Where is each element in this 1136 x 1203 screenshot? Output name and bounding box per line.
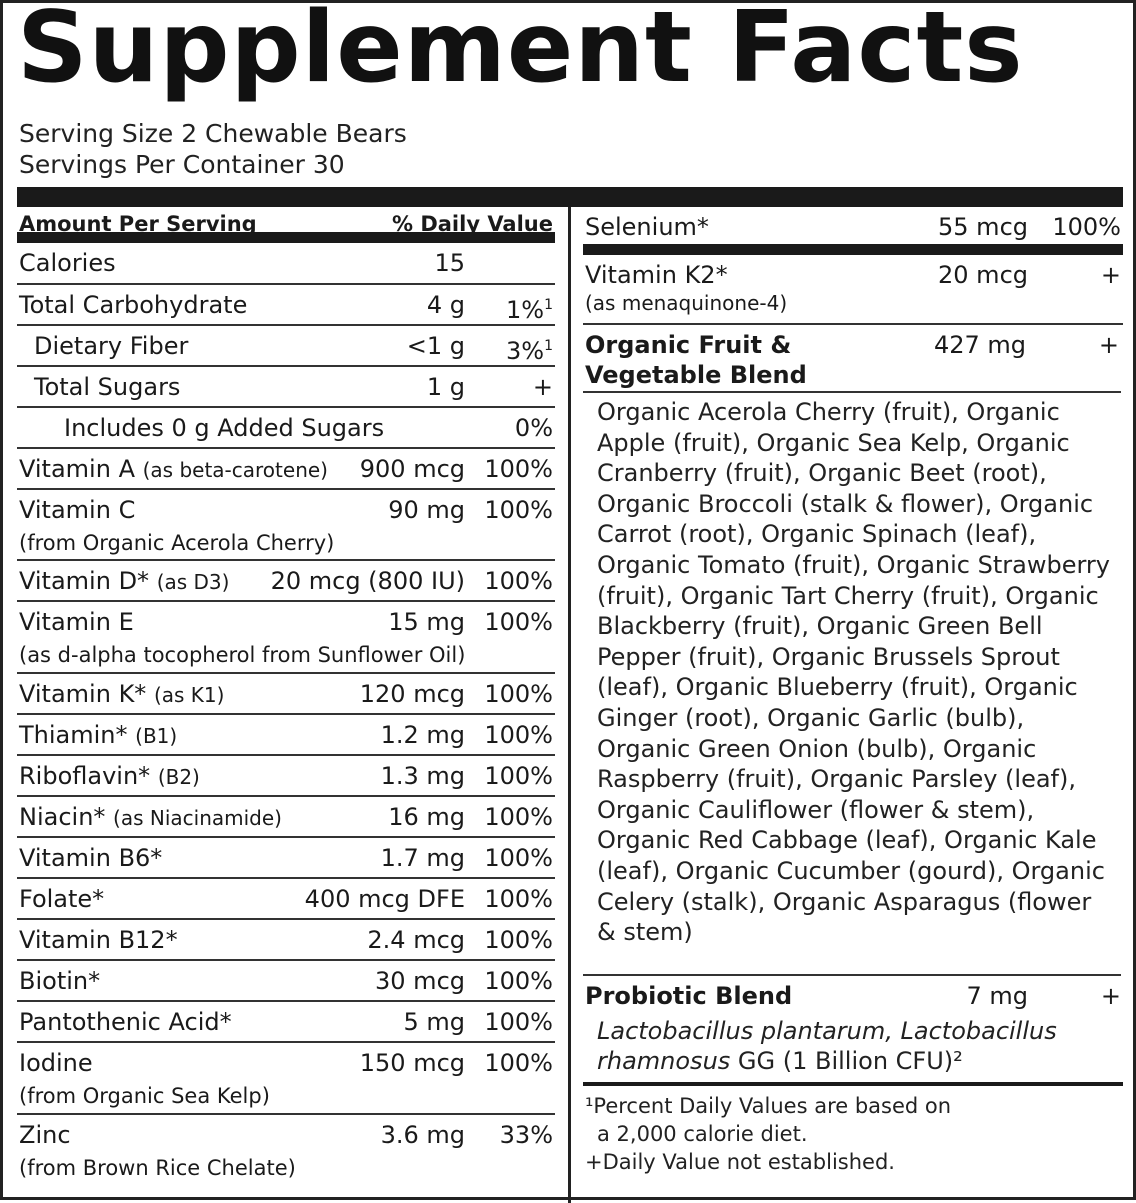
row-biotin: Biotin* 30 mcg 100% xyxy=(17,961,555,1002)
row-vitamin-c: Vitamin C 90 mg 100% (from Organic Acerola Cherry) xyxy=(17,490,555,561)
row-added-sugars: Includes 0 g Added Sugars 0% xyxy=(17,408,555,449)
amount-per-serving-label: Amount Per Serving xyxy=(19,212,257,236)
row-niacin: Niacin* (as Niacinamide) 16 mg 100% xyxy=(17,797,555,838)
thick-divider xyxy=(17,187,1123,207)
row-calories: Calories 15 xyxy=(17,243,555,285)
column-divider xyxy=(568,207,571,1203)
row-dietary-fiber: Dietary Fiber <1 g 3%$^1$ xyxy=(17,326,555,367)
row-vitamin-b12: Vitamin B12* 2.4 mcg 100% xyxy=(17,920,555,961)
row-folate: Folate* 400 mcg DFE 100% xyxy=(17,879,555,920)
row-vitamin-k2: Vitamin K2* 20 mcg + (as menaquinone-4) xyxy=(583,255,1123,325)
blend-ingredients: Organic Acerola Cherry (fruit), Organic Apple (fruit), Organic Sea Kelp, Organic Cranberry (fruit), Organic Beet (root), Organic Broccoli (stalk & flower), Organic Carrot (root), Organic Spinach (leaf), Organic Tomato (fruit), Organic Strawberry (fruit), Organic Tart Cherry (fruit), Organic Blackberry (fruit), Organic Green Bell Pepper (fruit), Organic Brussels Sprout (leaf), Organic Blueberry (fruit), Organic Ginger (root), Organic Garlic (bulb), Organic Green Onion (bulb), Organic Raspberry (fruit), Organic Parsley (leaf), Organic Cauliflower (flower & stem), Organic Red Cabbage (leaf), Organic Kale (leaf), Organic Cucumber (gourd), Organic Celery (stalk), Organic Asparagus (flower & stem) xyxy=(583,393,1121,976)
serving-size: Serving Size 2 Chewable Bears xyxy=(19,119,407,148)
row-vitamin-d: Vitamin D* (as D3) 20 mcg (800 IU) 100% xyxy=(17,561,555,602)
row-thiamin: Thiamin* (B1) 1.2 mg 100% xyxy=(17,715,555,756)
footnote-1: ¹Percent Daily Values are based on xyxy=(585,1094,952,1118)
row-iodine: Iodine 150 mcg 100% (from Organic Sea Kelp) xyxy=(17,1043,555,1115)
row-vitamin-b6: Vitamin B6* 1.7 mg 100% xyxy=(17,838,555,879)
footnote-2: a 2,000 calorie diet. xyxy=(597,1122,808,1146)
row-vitamin-e: Vitamin E 15 mg 100% (as d-alpha tocopherol from Sunflower Oil) xyxy=(17,602,555,674)
footnote-3: +Daily Value not established. xyxy=(585,1150,895,1174)
row-total-sugars: Total Sugars 1 g + xyxy=(17,367,555,408)
row-zinc: Zinc 3.6 mg 33% (from Brown Rice Chelate) xyxy=(19,1121,553,1180)
probiotic-strains: Lactobacillus plantarum, Lactobacillus rhamnosus GG (1 Billion CFU)² xyxy=(583,1016,1123,1086)
table-header xyxy=(17,207,555,243)
row-fruit-vegetable-blend: Organic Fruit & Vegetable Blend 427 mg + xyxy=(583,325,1121,393)
panel-title: Supplement Facts xyxy=(17,0,1024,105)
footnotes xyxy=(583,1086,1123,1176)
row-selenium: Selenium* 55 mcg 100% xyxy=(583,207,1123,255)
left-column xyxy=(17,207,555,1187)
servings-per-container: Servings Per Container 30 xyxy=(19,150,345,179)
row-riboflavin: Riboflavin* (B2) 1.3 mg 100% xyxy=(17,756,555,797)
row-pantothenic-acid: Pantothenic Acid* 5 mg 100% xyxy=(17,1002,555,1043)
right-column xyxy=(583,207,1123,1176)
row-vitamin-a: Vitamin A (as beta-carotene) 900 mcg 100% xyxy=(17,449,555,490)
row-vitamin-k: Vitamin K* (as K1) 120 mcg 100% xyxy=(17,674,555,715)
row-probiotic-blend: Probiotic Blend 7 mg + xyxy=(585,982,1121,1010)
daily-value-label: % Daily Value xyxy=(391,212,553,236)
row-total-carbohydrate: Total Carbohydrate 4 g 1%$^1$ xyxy=(17,285,555,326)
